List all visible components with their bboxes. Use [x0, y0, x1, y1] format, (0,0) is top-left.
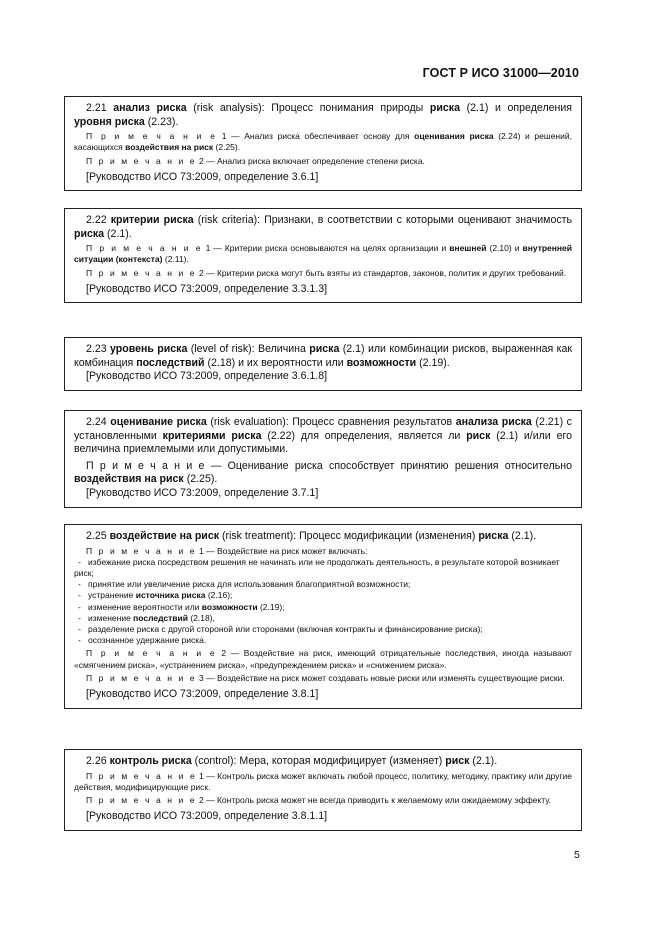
note-1: П р и м е ч а н и е 1 — Воздействие на риск может включать: [86, 545, 368, 556]
list-item: - осознанное удержание риска. [78, 635, 207, 646]
list-item: - устранение источника риска (2.16); [78, 590, 233, 601]
term-box-2-25 [64, 524, 582, 709]
list-item: - избежание риска посредством решения не начинать или не продолжать деятельность, в результате которой возникает риск; [74, 556, 560, 578]
term-box-2-24 [64, 410, 582, 508]
term-definition: 2.26 контроль риска (control): Мера, которая модифицирует (изменяет) риск (2.1). [86, 755, 498, 767]
source-reference: [Руководство ИСО 73:2009, определение 3.3.1.3] [86, 282, 328, 295]
note-2: П р и м е ч а н и е 2 — Анализ риска включает определение степени риска. [86, 155, 425, 166]
term-name: оценивание риска [110, 416, 207, 428]
note-1: П р и м е ч а н и е 1 — Критерии риска основываются на целях организации и внешней (2.10) и внутренней ситуации (контекста) (2.11). [74, 243, 572, 265]
term-definition: 2.25 воздействие на риск (risk treatment): Процесс модификации (изменения) риска (2.1). [86, 530, 537, 542]
term-name: уровень риска [110, 343, 188, 355]
term-name: воздействие на риск [109, 530, 220, 542]
term-definition: 2.22 критерии риска (risk criteria): Признаки, в соответствии с которыми оценивают значимость риска (2.1). [74, 214, 573, 240]
term-box-2-23 [64, 337, 582, 391]
list-item: - принятие или увеличение риска для использования благоприятной возможности; [78, 579, 411, 590]
note-3: П р и м е ч а н и е 3 — Воздействие на риск может создавать новые риски или изменять существующие риски. [86, 672, 565, 683]
source-reference: [Руководство ИСО 73:2009, определение 3.7.1] [86, 486, 319, 499]
source-reference: [Руководство ИСО 73:2009, определение 3.6.1.8] [86, 370, 328, 383]
term-name: критерии риска [110, 214, 194, 226]
source-reference: [Руководство ИСО 73:2009, определение 3.8.1.1] [86, 810, 328, 823]
source-reference: [Руководство ИСО 73:2009, определение 3.8.1] [86, 688, 319, 701]
list-item: - изменение вероятности или возможности (2.19); [78, 601, 285, 612]
term-name: контроль риска [109, 755, 192, 767]
note-2: П р и м е ч а н и е 2 — Воздействие на риск, имеющий отрицательные последствия, иногда называют «смягчением риска», «устранением риска», «предупреждением риска» и «снижением риска». [74, 648, 572, 670]
term-box-2-26 [64, 749, 582, 831]
term-box-2-21 [64, 96, 582, 191]
document-header: ГОСТ Р ИСО 31000—2010 [422, 66, 579, 80]
term-box-2-22 [64, 208, 582, 303]
term-definition: 2.24 оценивание риска (risk evaluation): Процесс сравнения результатов анализа риска (2.21) с установленными критериями риска (2.22) для определения, является ли риск (2.1) и/или его величина приемлемыми или допустимыми. [74, 416, 572, 456]
note-1: П р и м е ч а н и е 1 — Контроль риска может включать любой процесс, политику, методику, практику или другие действия, модифицирующие риск. [74, 770, 572, 792]
term-definition: 2.23 уровень риска (level of risk): Величина риска (2.1) или комбинации рисков, выраженная как комбинация последствий (2.18) и их вероятности или возможности (2.19). [74, 343, 573, 369]
note-1: П р и м е ч а н и е — Оценивание риска способствует принятию решения относительно воздействия на риск (2.25). [74, 459, 572, 486]
list-item: - изменение последствий (2.18), [78, 612, 215, 623]
note-1: П р и м е ч а н и е 1 — Анализ риска обеспечивает основу для оценивания риска (2.24) и решений, касающихся воздействия на риск (2.25). [74, 131, 572, 153]
page-number: 5 [574, 849, 580, 861]
term-definition: 2.21 анализ риска (risk analysis): Процесс понимания природы риска (2.1) и определения уровня риска (2.23). [74, 102, 573, 128]
note-2: П р и м е ч а н и е 2 — Контроль риска может не всегда приводить к желаемому или ожидаемому эффекту. [86, 795, 551, 805]
list-item: - разделение риска с другой стороной или сторонами (включая контракты и финансирование риска); [78, 624, 483, 635]
source-reference: [Руководство ИСО 73:2009, определение 3.6.1] [86, 170, 319, 183]
note-2: П р и м е ч а н и е 2 — Критерии риска могут быть взяты из стандартов, законов, политик и других требований. [86, 267, 567, 278]
term-name: анализ риска [113, 102, 187, 114]
